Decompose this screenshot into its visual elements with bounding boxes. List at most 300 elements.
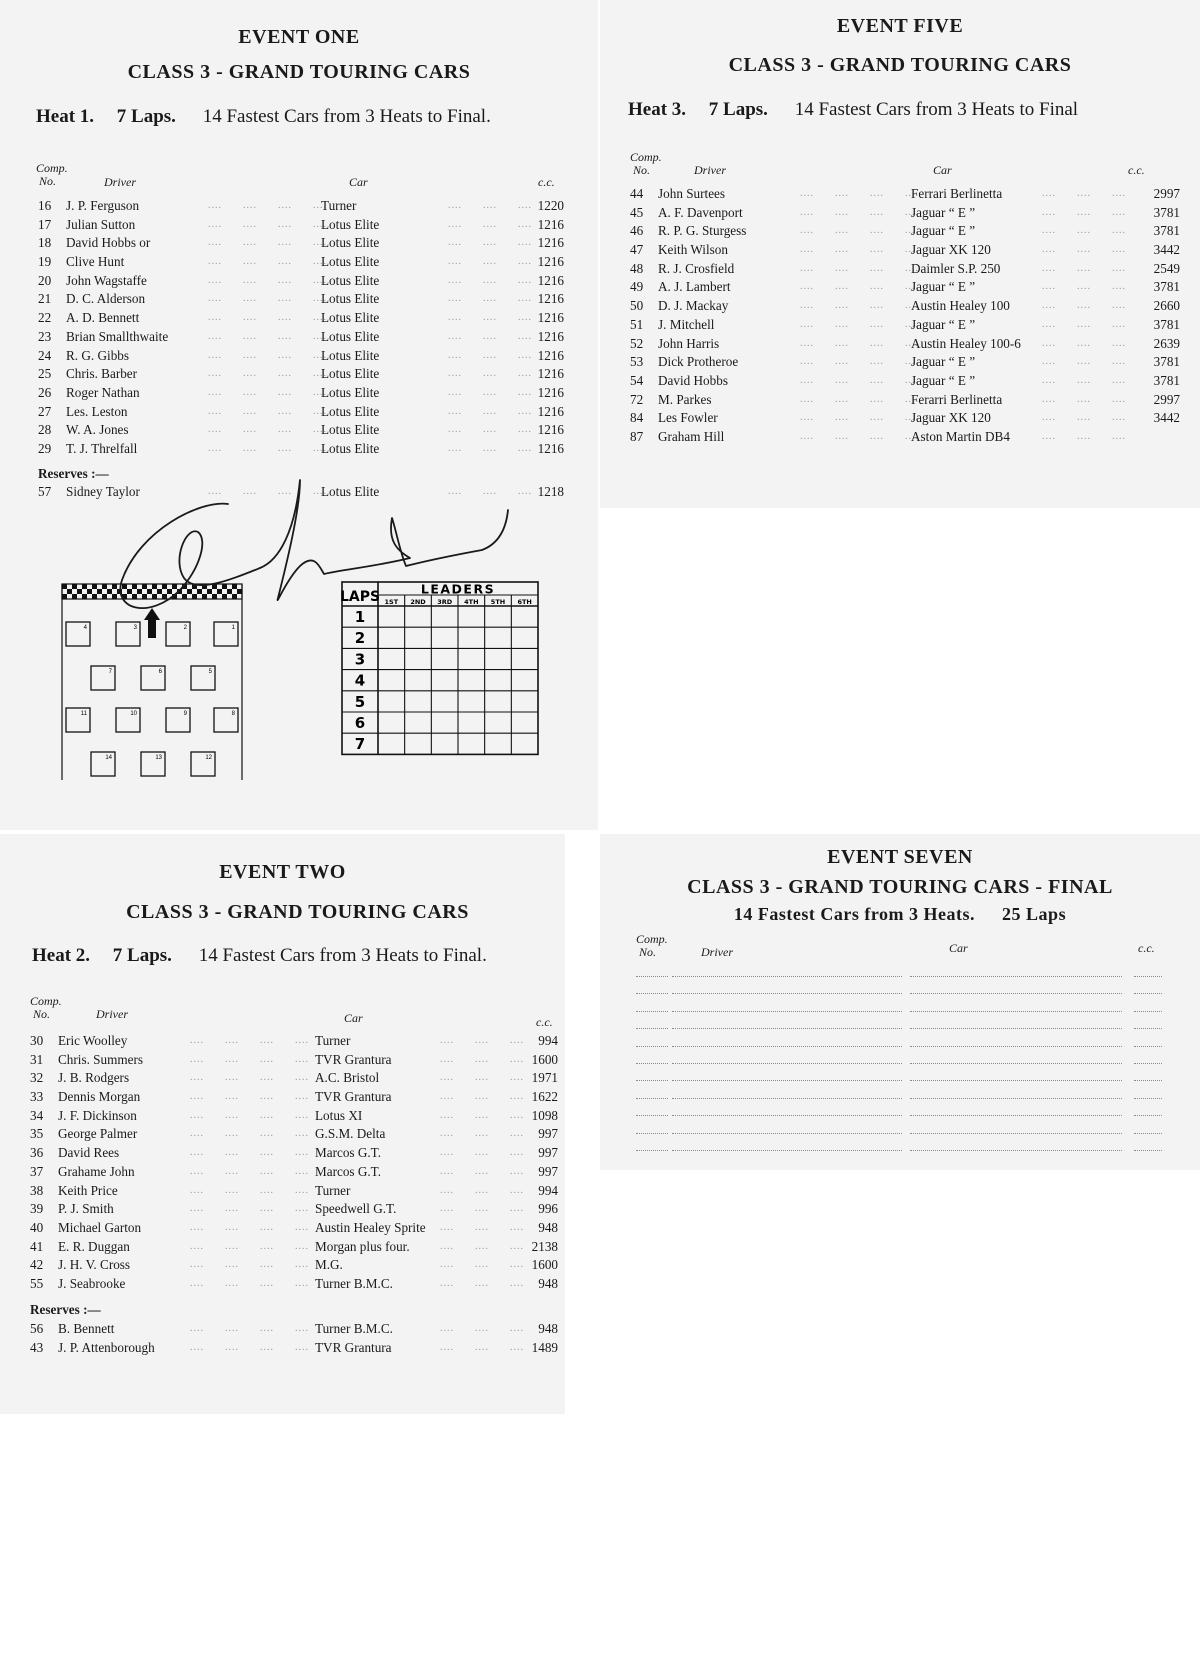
driver-header: Driver — [104, 175, 136, 189]
comp-number: 21 — [38, 291, 52, 307]
car-name: Austin Healey Sprite — [315, 1219, 426, 1235]
chequer-square — [62, 584, 67, 589]
leader-dots: .... .... .... .... — [190, 1323, 309, 1334]
driver-name: J. B. Rodgers — [58, 1070, 130, 1086]
blank-entry-line — [910, 1011, 1122, 1012]
engine-cc: 3781 — [1153, 354, 1180, 370]
leader-dots: .... .... .... .... — [208, 424, 327, 436]
entry-row — [30, 1125, 560, 1144]
event-two-title: EVENT TWO — [219, 861, 346, 883]
driver-name: Keith Wilson — [658, 242, 728, 258]
leader-dots: .... .... .... .... — [208, 349, 327, 361]
leader-dots: .... .... .... .... — [208, 368, 327, 380]
entry-row — [630, 260, 1180, 279]
blank-entry-line — [672, 1133, 902, 1134]
engine-cc: 1216 — [537, 272, 564, 288]
leader-dots: .... .... .... .... — [190, 1184, 309, 1196]
entry-row — [30, 1182, 560, 1201]
driver-name: Brian Smallthwaite — [66, 328, 169, 344]
entry-row — [30, 1200, 560, 1219]
engine-cc: 3781 — [1153, 316, 1180, 332]
leader-dots: .... .... .... .... — [190, 1091, 309, 1103]
leader-dots: .... .... .... .... — [190, 1128, 309, 1140]
leader-dots: .... .... .... — [440, 1035, 524, 1046]
blank-entry-line — [636, 1115, 668, 1116]
leader-dots: .... .... .... .... — [208, 237, 327, 249]
leader-dots: .... .... .... — [448, 349, 532, 361]
leader-dots: .... .... .... — [1042, 244, 1126, 256]
leader-dots: .... .... .... — [1042, 412, 1126, 424]
entry-row — [30, 1219, 560, 1238]
car-name: TVR Grantura — [315, 1339, 392, 1355]
driver-name: R. P. G. Sturgess — [658, 223, 747, 239]
qualifier-text: 14 Fastest Cars from 3 Heats. — [733, 904, 976, 924]
car-name: Lotus Elite — [321, 328, 380, 344]
leader-dots: .... .... .... — [440, 1323, 524, 1334]
blank-entry-line — [636, 1028, 668, 1029]
driver-name: John Surtees — [658, 186, 726, 201]
lap-number: 3 — [354, 650, 366, 669]
entry-row — [38, 216, 568, 235]
grid-slot-number: 10 — [130, 711, 137, 717]
driver-name: Sidney Taylor — [66, 484, 140, 499]
engine-cc: 1622 — [531, 1089, 558, 1105]
leader-dots: .... .... .... .... — [190, 1072, 309, 1084]
leaders-heading: LEADERS — [420, 581, 496, 597]
car-name: Aston Martin DB4 — [911, 428, 1010, 444]
comp-number: 20 — [38, 272, 52, 288]
chequer-square — [97, 589, 102, 594]
car-name: Jaguar “ E ” — [911, 354, 976, 370]
car-name: Lotus Elite — [321, 310, 380, 326]
leader-dots: .... .... .... — [448, 405, 532, 417]
entry-row — [38, 384, 568, 403]
entry-row — [38, 290, 568, 309]
leader-dots: .... .... .... — [1042, 206, 1126, 218]
leader-dots: .... .... .... .... — [190, 1277, 309, 1289]
leader-dots: .... .... .... .... — [190, 1240, 309, 1252]
chequer-square — [72, 594, 77, 599]
entry-row — [30, 1339, 560, 1358]
lap-number: 7 — [354, 735, 366, 754]
comp-number: 72 — [630, 391, 644, 407]
driver-name: T. J. Threlfall — [66, 440, 138, 456]
comp-number: 23 — [38, 328, 52, 344]
leader-dots: .... .... .... — [448, 386, 532, 398]
leader-dots: .... .... .... — [448, 486, 532, 497]
leader-dots: .... .... .... .... — [208, 442, 327, 454]
driver-name: Les Fowler — [658, 410, 718, 426]
driver-name: J. Seabrooke — [58, 1275, 126, 1291]
leader-dots: .... .... .... .... — [190, 1053, 309, 1065]
engine-cc: 948 — [538, 1219, 558, 1235]
entry-row — [630, 241, 1180, 260]
leader-dots: .... .... .... — [1042, 337, 1126, 349]
car-name: Turner — [315, 1182, 351, 1198]
car-name: M.G. — [315, 1257, 343, 1273]
comp-number: 19 — [38, 254, 52, 270]
comp-number: 57 — [38, 484, 52, 499]
leader-dots: .... .... .... — [440, 1165, 524, 1177]
comp-number: 39 — [30, 1201, 44, 1217]
comp-number: 30 — [30, 1033, 44, 1048]
event-two-panel — [0, 834, 565, 1414]
leader-dots: .... .... .... — [448, 424, 532, 436]
leader-dots: .... .... .... .... — [800, 337, 919, 349]
comp-number: 32 — [30, 1070, 44, 1086]
comp-number: 27 — [38, 403, 52, 419]
entry-row — [38, 403, 568, 422]
car-name: Daimler S.P. 250 — [911, 260, 1001, 276]
leader-dots: .... .... .... .... — [800, 244, 919, 256]
comp-number: 37 — [30, 1163, 44, 1179]
driver-name: Les. Leston — [66, 403, 128, 419]
leader-dots: .... .... .... .... — [208, 386, 327, 398]
leader-dots: .... .... .... .... — [800, 281, 919, 293]
entry-row — [38, 347, 568, 366]
car-name: Marcos G.T. — [315, 1145, 382, 1161]
engine-cc: 994 — [538, 1033, 558, 1048]
car-name: Jaguar “ E ” — [911, 204, 976, 220]
blank-entry-line — [910, 976, 1122, 977]
leader-dots: .... .... .... — [440, 1072, 524, 1084]
lap-number: 5 — [354, 692, 366, 711]
comp-number: 87 — [630, 428, 644, 444]
comp-number: 52 — [630, 335, 644, 351]
driver-name: R. J. Crosfield — [658, 260, 735, 276]
chequer-square — [92, 584, 97, 589]
engine-cc: 2138 — [531, 1238, 558, 1254]
grid-slot-number: 14 — [105, 755, 112, 761]
leader-dots: .... .... .... — [440, 1203, 524, 1215]
blank-entry-line — [672, 1011, 902, 1012]
driver-name: Dick Protheroe — [658, 354, 739, 370]
driver-name: Michael Garton — [58, 1219, 142, 1235]
leader-dots: .... .... .... .... — [208, 405, 327, 417]
position-heading: 5TH — [490, 598, 506, 606]
grid-slot-number: 12 — [205, 755, 212, 761]
car-name: Austin Healey 100-6 — [911, 335, 1021, 351]
leader-dots: .... .... .... .... — [208, 330, 327, 342]
leader-dots: .... .... .... .... — [190, 1259, 309, 1271]
entry-row — [38, 309, 568, 328]
blank-entry-line — [672, 993, 902, 994]
leader-dots: .... .... .... — [448, 200, 532, 211]
driver-name: P. J. Smith — [58, 1201, 114, 1217]
chequer-square — [82, 584, 87, 589]
leader-dots: .... .... .... — [448, 237, 532, 249]
car-name: Turner B.M.C. — [315, 1275, 393, 1291]
comp-number: 47 — [630, 242, 644, 258]
blank-entry-line — [910, 1063, 1122, 1064]
entry-row — [30, 1144, 560, 1163]
comp-number: 35 — [30, 1126, 44, 1142]
driver-name: Graham Hill — [658, 428, 725, 444]
grid-slot-number: 1 — [231, 625, 235, 631]
comp-number: 25 — [38, 366, 52, 382]
laps-label: 7 Laps. — [116, 106, 176, 127]
car-name: Turner — [315, 1033, 351, 1048]
event-one-title: EVENT ONE — [238, 26, 360, 48]
blank-entry-line — [672, 1115, 902, 1116]
heat-label: Heat 3. — [628, 99, 687, 120]
entry-row — [30, 1163, 560, 1182]
engine-cc: 2997 — [1153, 391, 1180, 407]
entry-row — [30, 1088, 560, 1107]
driver-name: D. C. Alderson — [66, 291, 146, 307]
comp-no-header: Comp. No. — [36, 161, 68, 188]
position-heading: 6TH — [517, 598, 532, 606]
driver-name: John Wagstaffe — [66, 272, 147, 288]
driver-name: David Rees — [58, 1145, 120, 1161]
event-seven-panel — [600, 834, 1200, 1170]
leader-dots: .... .... .... .... — [800, 188, 919, 199]
blank-entry-line — [910, 1133, 1122, 1134]
leader-dots: .... .... .... — [1042, 430, 1126, 442]
lap-number: 2 — [354, 629, 366, 648]
comp-number: 28 — [38, 422, 52, 438]
leader-dots: .... .... .... .... — [800, 206, 919, 218]
chequer-square — [102, 584, 107, 589]
blank-entry-line — [636, 976, 668, 977]
car-name: Lotus Elite — [321, 254, 380, 270]
driver-name: A. F. Davenport — [658, 204, 743, 220]
position-heading: 4TH — [464, 598, 479, 606]
car-name: Jaguar XK 120 — [911, 410, 991, 426]
engine-cc: 3781 — [1153, 223, 1180, 239]
comp-number: 31 — [30, 1051, 44, 1067]
blank-entry-line — [910, 993, 1122, 994]
driver-name: J. P. Attenborough — [58, 1339, 155, 1355]
chequer-square — [102, 594, 107, 599]
leader-dots: .... .... .... .... — [208, 256, 327, 268]
event-one-heat — [36, 106, 491, 128]
entry-row — [38, 253, 568, 272]
entry-row — [630, 391, 1180, 410]
reserves-list — [30, 1320, 560, 1357]
car-name: Austin Healey 100 — [911, 298, 1010, 314]
comp-number: 16 — [38, 198, 52, 213]
heat-label: Heat 1. — [36, 106, 95, 127]
entry-row — [38, 328, 568, 347]
entry-row — [630, 222, 1180, 241]
blank-entry-line — [1134, 976, 1162, 977]
entry-row — [630, 204, 1180, 223]
blank-entry-line — [1134, 1046, 1162, 1047]
entry-row — [30, 1107, 560, 1126]
cc-header: c.c. — [1138, 941, 1155, 955]
car-name: Lotus Elite — [321, 235, 380, 251]
driver-name: A. D. Bennett — [66, 310, 140, 326]
leader-dots: .... .... .... .... — [800, 300, 919, 312]
grid-slot-number: 5 — [208, 669, 212, 675]
car-name: Ferarri Berlinetta — [911, 391, 1003, 407]
comp-number: 45 — [630, 204, 644, 220]
entry-row — [630, 428, 1180, 447]
qualifier-text: 14 Fastest Cars from 3 Heats to Final. — [198, 945, 487, 966]
blank-entry-line — [636, 1046, 668, 1047]
engine-cc: 1216 — [537, 347, 564, 363]
leader-dots: .... .... .... — [440, 1240, 524, 1252]
engine-cc: 1098 — [531, 1107, 558, 1123]
entry-list — [630, 185, 1180, 447]
engine-cc: 1489 — [531, 1339, 558, 1355]
engine-cc: 1220 — [537, 198, 564, 213]
heat-label: Heat 2. — [32, 945, 91, 966]
car-header: Car — [344, 1011, 363, 1025]
engine-cc: 994 — [538, 1182, 558, 1198]
driver-name: Grahame John — [58, 1163, 135, 1179]
leader-dots: .... .... .... .... — [800, 262, 919, 274]
event-five-heat — [628, 99, 1078, 121]
event-seven-subtitle — [600, 904, 1200, 925]
car-name: Jaguar “ E ” — [911, 279, 976, 295]
car-name: Marcos G.T. — [315, 1163, 382, 1179]
handwritten-signature — [110, 470, 530, 630]
blank-entry-line — [910, 1080, 1122, 1081]
leader-dots: .... .... .... .... — [190, 1341, 309, 1353]
entry-row — [630, 185, 1180, 204]
engine-cc: 1218 — [537, 484, 564, 499]
engine-cc: 948 — [538, 1275, 558, 1291]
entry-row — [30, 1320, 560, 1339]
comp-no-header: Comp. No. — [636, 932, 668, 959]
blank-entry-line — [1134, 1098, 1162, 1099]
engine-cc: 1216 — [537, 254, 564, 270]
lap-number: 4 — [354, 671, 366, 690]
entry-row — [30, 1275, 560, 1294]
car-name: Lotus Elite — [321, 272, 380, 288]
position-heading: 3RD — [437, 598, 453, 606]
driver-name: Chris. Barber — [66, 366, 138, 382]
entry-row — [30, 1238, 560, 1257]
comp-number: 55 — [30, 1275, 44, 1291]
comp-number: 42 — [30, 1257, 44, 1273]
event-five-title: EVENT FIVE — [836, 15, 964, 37]
blank-entry-line — [910, 1150, 1122, 1151]
leader-dots: .... .... .... — [1042, 225, 1126, 237]
car-header: Car — [949, 941, 968, 955]
leader-dots: .... .... .... .... — [208, 293, 327, 305]
engine-cc: 1216 — [537, 328, 564, 344]
comp-no-header: Comp. No. — [630, 150, 662, 177]
comp-number: 40 — [30, 1219, 44, 1235]
car-name: TVR Grantura — [315, 1051, 392, 1067]
engine-cc: 2639 — [1153, 335, 1180, 351]
car-name: Speedwell G.T. — [315, 1201, 397, 1217]
blank-entry-line — [672, 1098, 902, 1099]
comp-number: 18 — [38, 235, 52, 251]
comp-number: 50 — [630, 298, 644, 314]
driver-name: Chris. Summers — [58, 1051, 143, 1067]
entry-row — [38, 197, 568, 216]
blank-entry-line — [636, 993, 668, 994]
leader-dots: .... .... .... .... — [800, 393, 919, 405]
entry-row — [30, 1032, 560, 1051]
car-name: Morgan plus four. — [315, 1238, 410, 1254]
car-name: TVR Grantura — [315, 1089, 392, 1105]
car-name: G.S.M. Delta — [315, 1126, 386, 1142]
car-header: Car — [349, 175, 368, 189]
blank-entry-line — [910, 1028, 1122, 1029]
leader-dots: .... .... .... — [440, 1277, 524, 1289]
leader-dots: .... .... .... .... — [208, 200, 327, 211]
driver-name: J. F. Dickinson — [58, 1107, 137, 1123]
leader-dots: .... .... .... — [448, 330, 532, 342]
engine-cc: 1600 — [531, 1257, 558, 1273]
reserves-label: Reserves :— — [38, 466, 109, 481]
car-name: Turner B.M.C. — [315, 1321, 393, 1336]
entry-row — [30, 1051, 560, 1070]
blank-entry-line — [910, 1115, 1122, 1116]
cc-header: c.c. — [536, 1015, 553, 1029]
entry-row — [630, 278, 1180, 297]
reserves-label: Reserves :— — [30, 1302, 101, 1317]
leader-dots: .... .... .... — [440, 1109, 524, 1121]
comp-number: 44 — [630, 186, 644, 201]
blank-entry-line — [636, 1133, 668, 1134]
entry-row — [630, 372, 1180, 391]
chequer-square — [82, 594, 87, 599]
event-two-class: CLASS 3 - GRAND TOURING CARS — [126, 901, 469, 923]
entry-list — [38, 197, 568, 459]
cc-header: c.c. — [1128, 163, 1145, 177]
blank-entry-line — [672, 1028, 902, 1029]
driver-name: E. R. Duggan — [58, 1238, 130, 1254]
laps-label: 25 Laps — [1002, 904, 1067, 924]
blank-entry-line — [636, 1150, 668, 1151]
driver-name: D. J. Mackay — [658, 298, 729, 314]
chequer-square — [92, 594, 97, 599]
leader-dots: .... .... .... — [440, 1128, 524, 1140]
blank-entry-line — [636, 1080, 668, 1081]
car-name: Ferrari Berlinetta — [911, 186, 1003, 201]
driver-name: John Harris — [658, 335, 720, 351]
blank-entry-line — [1134, 1150, 1162, 1151]
leader-dots: .... .... .... .... — [208, 486, 327, 497]
entry-row — [30, 1069, 560, 1088]
qualifier-text: 14 Fastest Cars from 3 Heats to Final. — [202, 106, 491, 127]
driver-name: Dennis Morgan — [58, 1089, 141, 1105]
grid-slot-number: 8 — [231, 711, 235, 717]
leader-dots: .... .... .... — [1042, 262, 1126, 274]
engine-cc: 1216 — [537, 235, 564, 251]
engine-cc: 1216 — [537, 403, 564, 419]
entry-list — [30, 1032, 560, 1294]
leader-dots: .... .... .... .... — [190, 1147, 309, 1159]
leader-dots: .... .... .... .... — [190, 1165, 309, 1177]
car-name: Jaguar “ E ” — [911, 223, 976, 239]
engine-cc: 1216 — [537, 422, 564, 438]
car-name: Lotus Elite — [321, 216, 380, 232]
grid-slot-number: 2 — [183, 625, 187, 631]
engine-cc: 948 — [538, 1321, 558, 1336]
leader-dots: .... .... .... — [1042, 281, 1126, 293]
driver-name: B. Bennett — [58, 1321, 115, 1336]
blank-entry-line — [672, 1150, 902, 1151]
chequer-square — [72, 584, 77, 589]
engine-cc: 2997 — [1153, 186, 1180, 201]
entry-row — [630, 335, 1180, 354]
qualifier-text: 14 Fastest Cars from 3 Heats to Final — [794, 99, 1079, 120]
engine-cc: 2660 — [1153, 298, 1180, 314]
car-name: Lotus XI — [315, 1107, 363, 1123]
engine-cc: 3781 — [1153, 372, 1180, 388]
leader-dots: .... .... .... — [1042, 318, 1126, 330]
blank-entry-line — [1134, 1133, 1162, 1134]
event-seven-class: CLASS 3 - GRAND TOURING CARS - FINAL — [687, 876, 1113, 898]
engine-cc: 3781 — [1153, 279, 1180, 295]
